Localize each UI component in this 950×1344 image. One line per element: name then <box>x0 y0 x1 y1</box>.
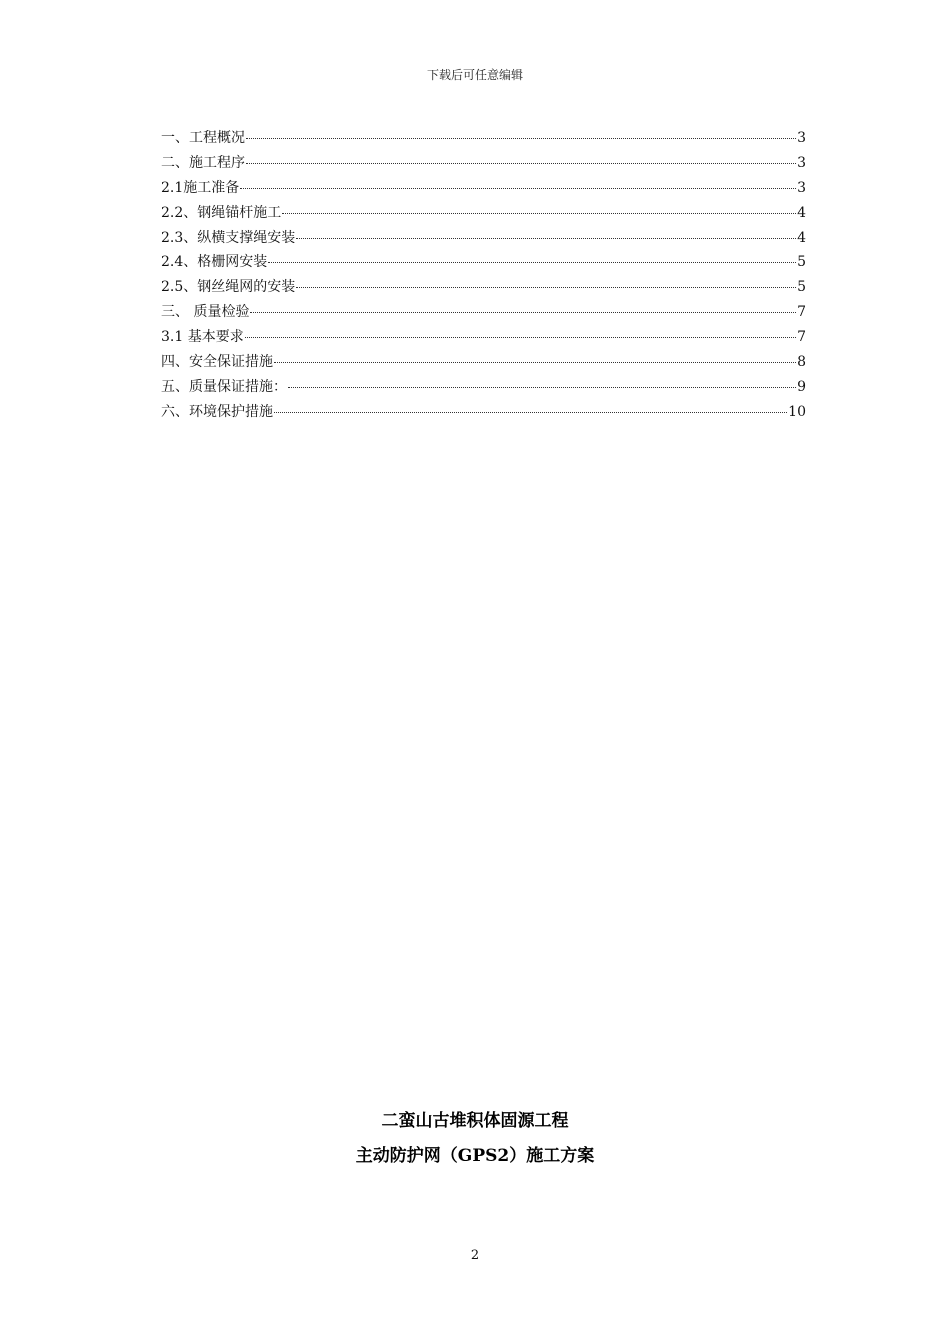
toc-leader-dots <box>246 150 796 164</box>
toc-leader-dots <box>288 374 796 388</box>
toc-entry[interactable] <box>161 226 806 251</box>
toc-entry[interactable] <box>161 375 806 400</box>
toc-entry-page: 10 <box>788 403 806 420</box>
table-of-contents <box>161 126 806 425</box>
toc-entry-label: 五、质量保证措施： <box>161 378 287 395</box>
toc-entry-label: 2.3、纵横支撑绳安装 <box>161 229 296 246</box>
toc-leader-dots <box>296 225 796 239</box>
toc-entry-page: 4 <box>797 204 806 221</box>
toc-leader-dots <box>274 399 787 413</box>
toc-entry[interactable] <box>161 350 806 375</box>
toc-entry-label: 四、安全保证措施 <box>161 354 273 371</box>
toc-entry[interactable] <box>161 201 806 226</box>
toc-entry-page: 9 <box>797 378 806 395</box>
toc-entry-page: 7 <box>797 329 806 346</box>
toc-entry-label: 2.1施工准备 <box>161 179 240 196</box>
toc-entry-label: 2.5、钢丝绳网的安装 <box>161 279 296 296</box>
toc-entry-page: 5 <box>797 254 806 271</box>
toc-entry-label: 3.1 基本要求 <box>161 329 244 346</box>
toc-entry-label: 2.2、钢绳锚杆施工 <box>161 204 282 221</box>
toc-entry-label: 二、施工程序 <box>161 154 245 171</box>
toc-entry[interactable] <box>161 126 806 151</box>
toc-leader-dots <box>246 125 796 139</box>
toc-entry[interactable] <box>161 250 806 275</box>
toc-leader-dots <box>282 200 796 214</box>
toc-leader-dots <box>245 325 796 339</box>
toc-entry-page: 3 <box>797 130 806 146</box>
toc-leader-dots <box>296 275 796 289</box>
page-header: 下载后可任意编辑 <box>426 68 523 82</box>
toc-leader-dots <box>240 175 796 189</box>
toc-entry-label: 六、环境保护措施 <box>161 403 273 420</box>
toc-entry-label: 2.4、格栅网安装 <box>161 254 268 271</box>
document-subtitle: 主动防护网（GPS2）施工方案 <box>355 1146 595 1166</box>
toc-leader-dots <box>250 300 796 314</box>
toc-entry[interactable] <box>161 176 806 201</box>
toc-entry[interactable] <box>161 325 806 350</box>
toc-leader-dots <box>268 250 796 264</box>
toc-entry-page: 3 <box>797 179 806 196</box>
toc-entry-page: 4 <box>797 229 806 246</box>
toc-entry-page: 3 <box>797 154 806 171</box>
toc-entry-page: 5 <box>797 279 806 296</box>
toc-entry[interactable] <box>161 151 806 176</box>
toc-entry[interactable] <box>161 400 806 425</box>
toc-entry[interactable] <box>161 300 806 325</box>
toc-entry-page: 8 <box>797 354 806 371</box>
page-number: 2 <box>470 1248 480 1263</box>
toc-entry-page: 7 <box>797 304 806 321</box>
document-title: 二蛮山古堆积体固源工程 <box>381 1111 569 1131</box>
toc-entry-label: 一、工程概况 <box>161 130 245 146</box>
toc-leader-dots <box>274 349 796 363</box>
toc-entry[interactable] <box>161 275 806 300</box>
toc-entry-label: 三、 质量检验 <box>161 304 250 321</box>
